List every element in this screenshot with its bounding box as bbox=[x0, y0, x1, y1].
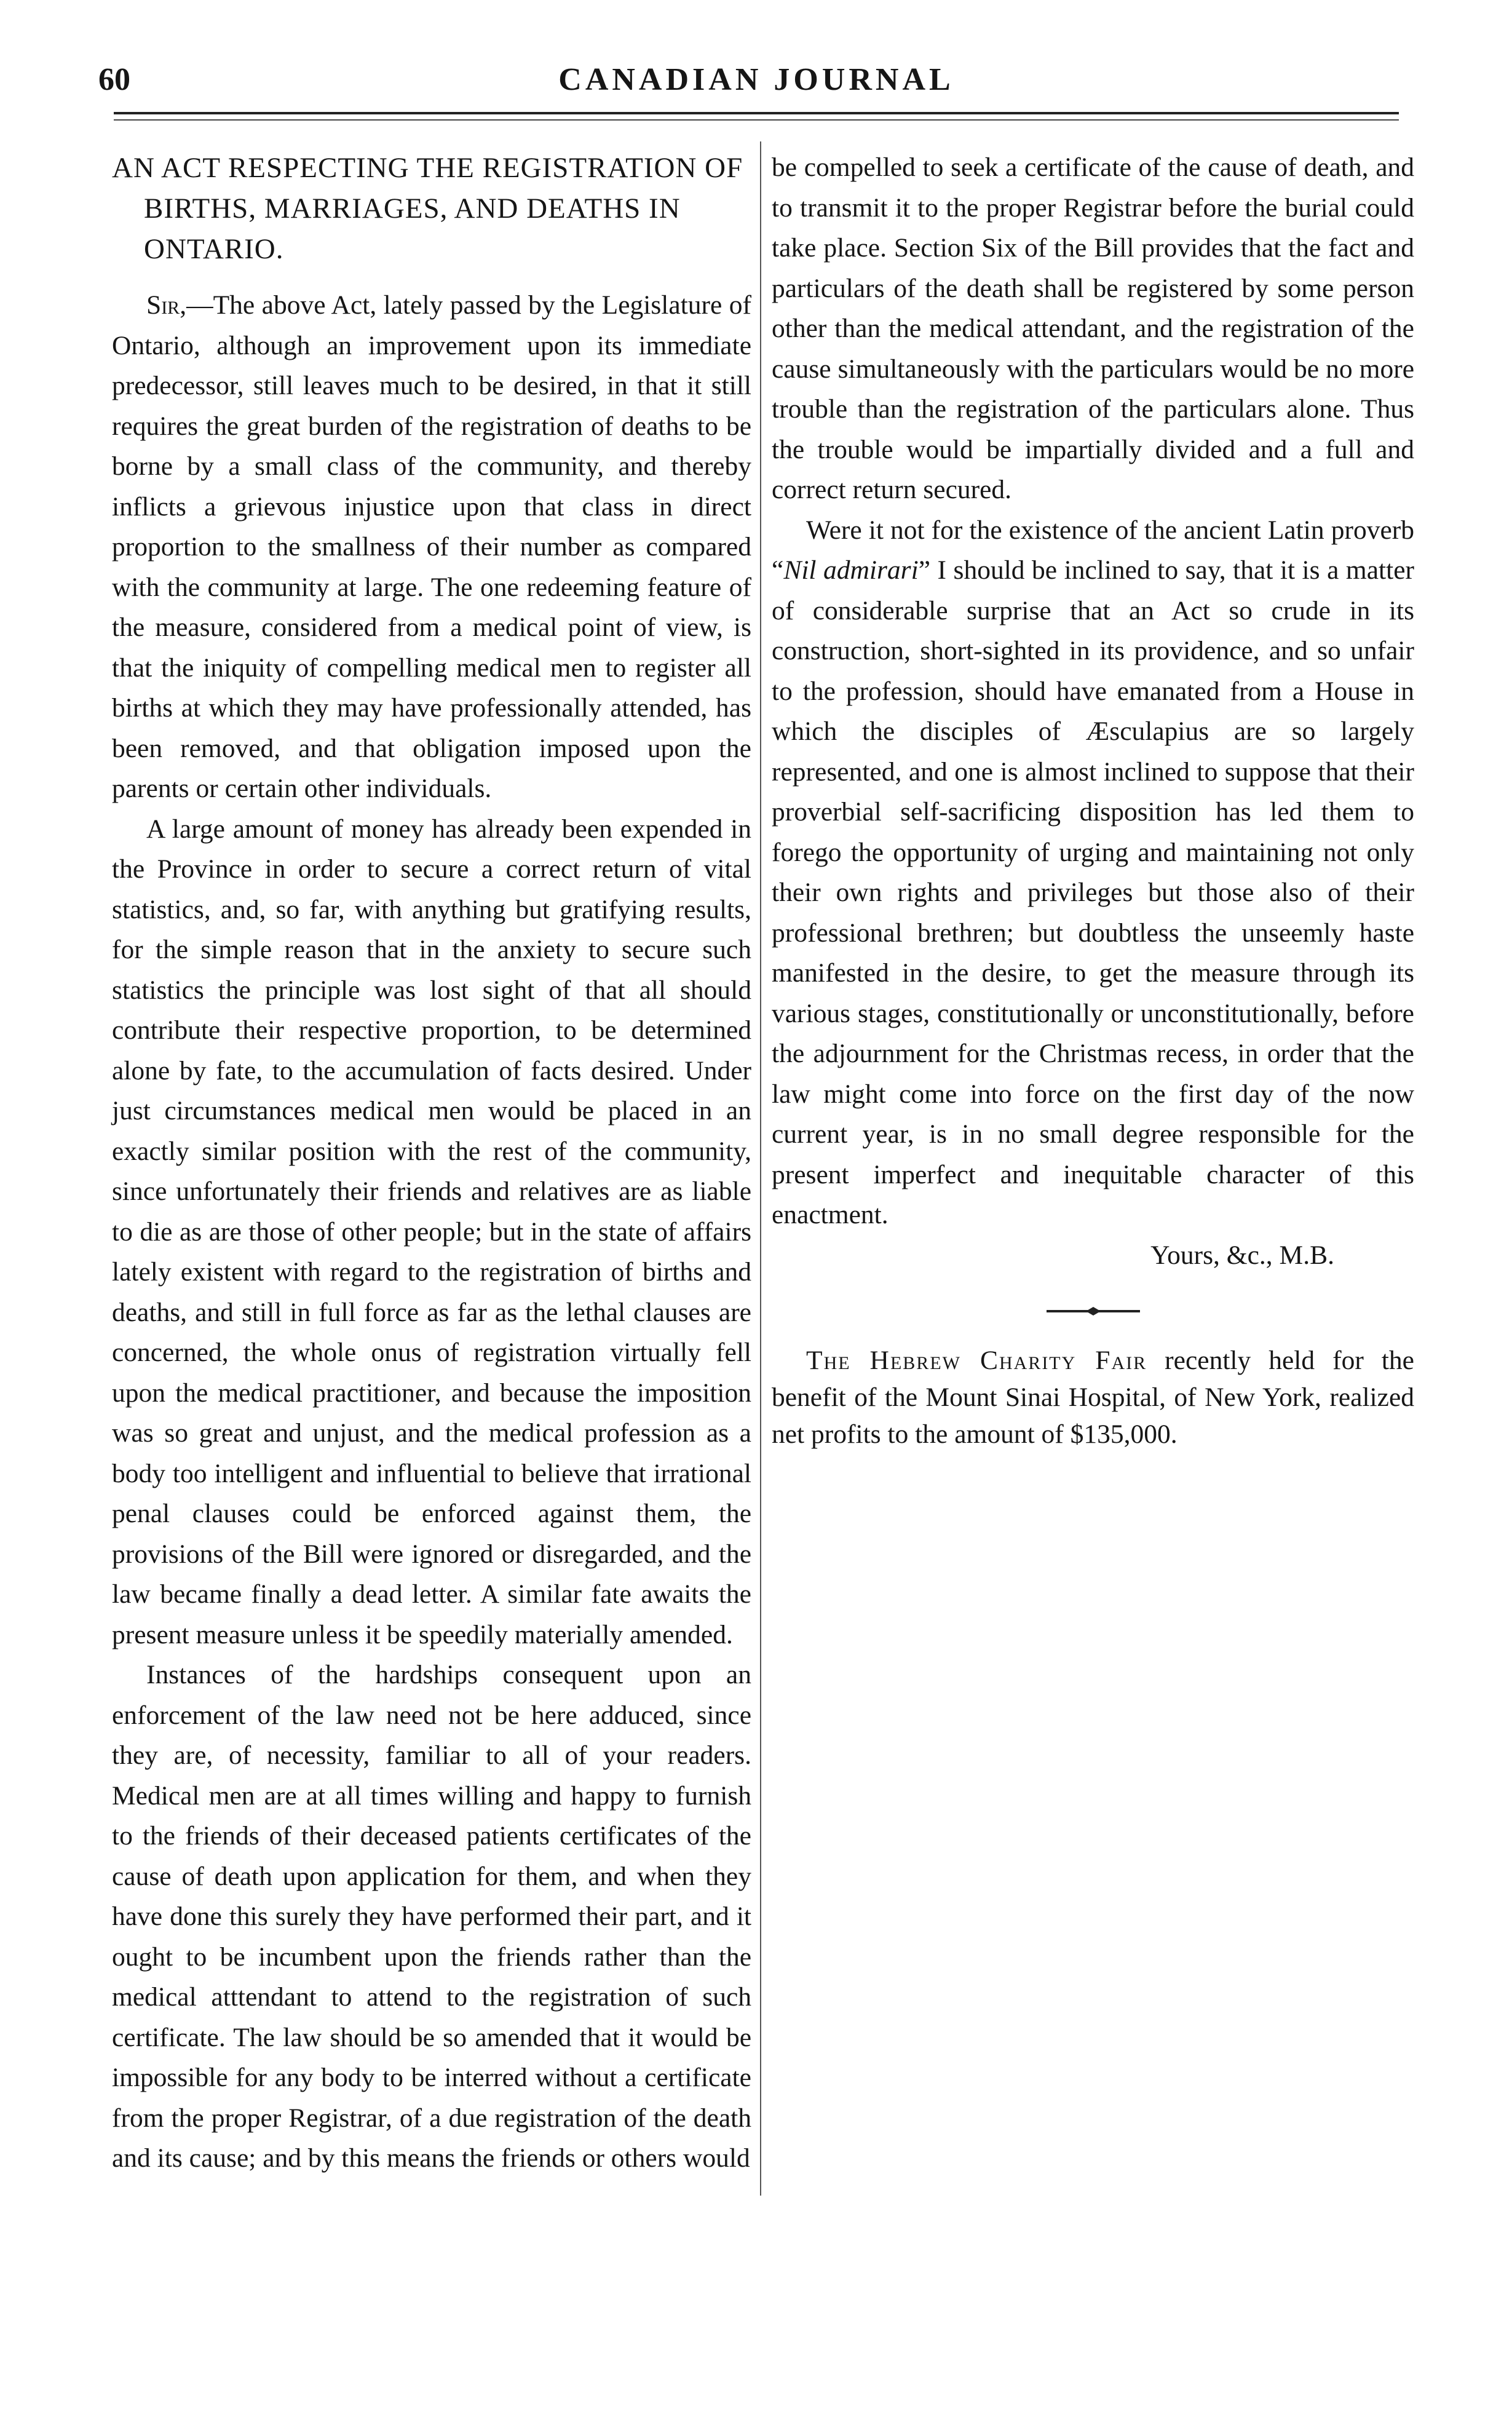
signature: Yours, &c., M.B. bbox=[1150, 1240, 1334, 1270]
article-paragraph-2: A large amount of money has already been expended in the Province in order to secure a correct return of vital statistics, and, so far, with anything but gratifying results, for the simple reason that in the anxiety to secure such statistics the principle was lost sight of that all should contribute their respective proportion, to be determined alone by fate, to the accumulation of facts desired. Under just circumstances medical men would be placed in an exactly similar position with the rest of the community, since unfortunately their friends and relatives are as liable to die as are those of other people; but in the state of affairs lately existent with regard to the registration of births and deaths, and still in full force as far as the lethal clauses are concerned, the whole onus of registration virtually fell upon the medical practitioner, and because the imposition was so great and unjust, and the medical profession as a body too intelligent and influential to believe that irrational penal clauses could be enforced against them, the provisions of the Bill were ignored or disregarded, and the law became finally a dead letter. A similar fate awaits the present measure unless it be speedily materially amended. bbox=[112, 814, 751, 1649]
salutation: Sir, bbox=[146, 290, 187, 320]
article-paragraph-3-continued: be compelled to seek a certificate of the cause of death, and to transmit it to the proper Registrar before the burial could take place. Section Six of the Bill provides that the fact and particulars of the death shall be registered by some person other than the medical attendant, and the registration of the cause simultaneously with the particulars would be no more trouble than the registration of the particulars alone. Thus the trouble would be impartially divided and a full and correct return secured. bbox=[772, 153, 1414, 504]
article-title: AN ACT RESPECTING THE REGISTRATION OF BIRTHS, MARRIAGES, AND DEATHS IN ONTARIO. bbox=[112, 152, 743, 265]
separator-ornament bbox=[1044, 1305, 1142, 1317]
header-rule-thin bbox=[114, 119, 1399, 121]
right-column bbox=[772, 148, 1414, 1453]
paragraph-1-text: —The above Act, lately passed by the Legislature of Ontario, although an improvement upon its immediate predecessor, still leaves much to be desired, in that it still requires the great burden of the registration of deaths to be borne by a small class of the community, and thereby inflicts a grievous injustice upon that class in direct proportion to the smallness of their number as compared with the community at large. The one redeeming feature of the measure, considered from a medical point of view, is that the iniquity of compelling medical men to register all births at which they may have professionally attended, has been removed, and that obligation imposed upon the parents or certain other individuals. bbox=[112, 290, 751, 803]
page-number: 60 bbox=[98, 62, 130, 97]
article-paragraph-1 bbox=[112, 285, 751, 809]
latin-proverb: Nil admirari bbox=[783, 555, 919, 585]
notice-lead: The Hebrew Charity Fair bbox=[806, 1346, 1147, 1375]
running-head bbox=[98, 57, 1414, 100]
column-divider bbox=[760, 141, 761, 2196]
paragraph-4-before-quote: Were it not for the existence of the ancient Latin proverb “ bbox=[772, 515, 1414, 585]
notice-text: recently held for the benefit of the Mount Sinai Hospital, of New York, realized net profits to the amount of $135,000. bbox=[772, 1346, 1414, 1449]
article-paragraph-3 bbox=[112, 1655, 751, 2179]
paragraph-4-after-quote: ” I should be inclined to say, that it is a matter of considerable surprise that an Act so crude in its construction, short-sighted in its providence, and so unfair to the profession, should have emanated from a House in which the disciples of Æsculapius are so largely represented, and one is almost inclined to suppose that their proverbial self-sacrificing disposition has led them to forego the opportunity of urging and maintaining not only their own rights and privileges but those also of their professional brethren; but doubtless the unseemly haste manifested in the desire, to get the measure through its various stages, constitutionally or unconstitutionally, before the adjournment for the Christmas recess, in order that the law might come into force on the first day of the now current year, is in no small degree responsible for the present imperfect and inequitable character of this enactment. bbox=[772, 555, 1414, 1229]
header-rule-thick bbox=[114, 112, 1399, 114]
journal-title: CANADIAN JOURNAL bbox=[558, 62, 954, 97]
left-column bbox=[112, 148, 751, 2179]
article-paragraph-4 bbox=[772, 510, 1414, 1236]
charity-fair-notice bbox=[772, 1342, 1414, 1453]
paragraph-3-text: Instances of the hardships consequent upon an enforcement of the law need not be here adduced, since they are, of necessity, familiar to all of your readers. Medical men are at all times willing and happy to furnish to the friends of their deceased patients certificates of the cause of death upon application for them, and when they have done this surely they have performed their part, and it ought to be incumbent upon the friends rather than the medical atttendant to attend to the registration of such certificate. The law should be so amended that it would be impossible for any body to be interred without a certificate from the proper Registrar, of a due registration of the death and its cause; and by this means the friends or others would bbox=[112, 1660, 751, 2173]
